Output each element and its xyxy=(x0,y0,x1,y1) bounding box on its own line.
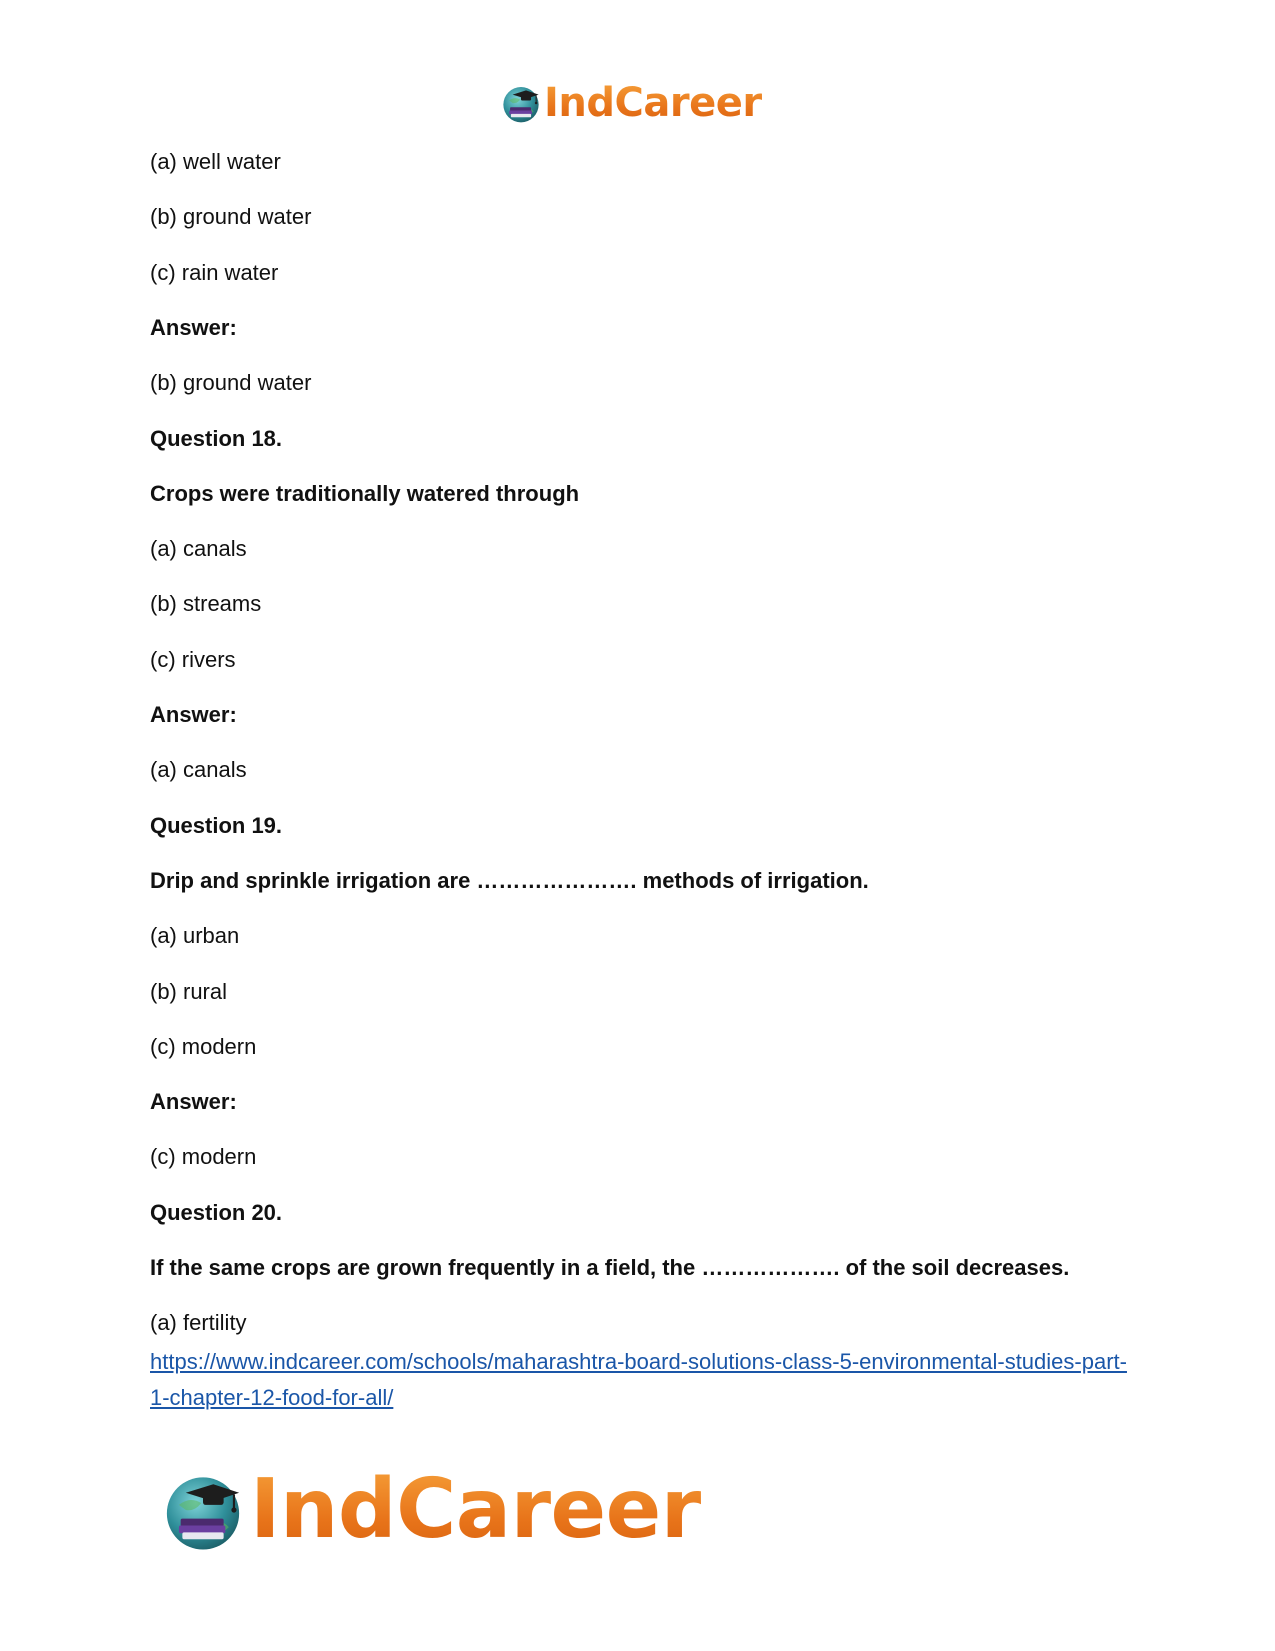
option-item: (a) fertility xyxy=(150,1310,247,1335)
option-item: (b) rural xyxy=(150,979,228,1004)
option-item: (a) urban xyxy=(150,923,240,948)
option-item: (a) well water xyxy=(150,149,281,174)
option-item: (a) canals xyxy=(150,536,247,561)
question-text: If the same crops are grown frequently in a field, the ………………. of the soil decreases. xyxy=(150,1255,1070,1280)
footer-logo-text: IndCareer xyxy=(250,1462,701,1557)
header-logo xyxy=(500,80,762,126)
option-item: (c) modern xyxy=(150,1144,257,1169)
question-number: Question 20. xyxy=(150,1200,283,1225)
option-item: (b) ground water xyxy=(150,204,312,229)
logo-mark-icon xyxy=(160,1467,246,1553)
question-text: Crops were traditionally watered through xyxy=(150,481,580,506)
answer-label: Answer: xyxy=(150,702,237,727)
option-item: (a) canals xyxy=(150,757,247,782)
option-item: (b) streams xyxy=(150,591,262,616)
question-number: Question 19. xyxy=(150,813,283,838)
footer-logo xyxy=(160,1462,701,1558)
option-item: (c) rain water xyxy=(150,260,279,285)
answer-label: Answer: xyxy=(150,1089,237,1114)
answer-label: Answer: xyxy=(150,315,237,340)
source-link[interactable]: https://www.indcareer.com/schools/maharashtra-board-solutions-class-5-environmental-studies-part-1-chapter-12-food-for-all/ xyxy=(150,1349,1127,1410)
option-item: (c) rivers xyxy=(150,647,236,672)
logo-mark-icon xyxy=(500,82,542,124)
option-item: (c) modern xyxy=(150,1034,257,1059)
header-logo-text: IndCareer xyxy=(544,80,762,126)
question-number: Question 18. xyxy=(150,426,283,451)
question-text: Drip and sprinkle irrigation are …………………. methods of irrigation. xyxy=(150,868,869,893)
option-item: (b) ground water xyxy=(150,370,312,395)
